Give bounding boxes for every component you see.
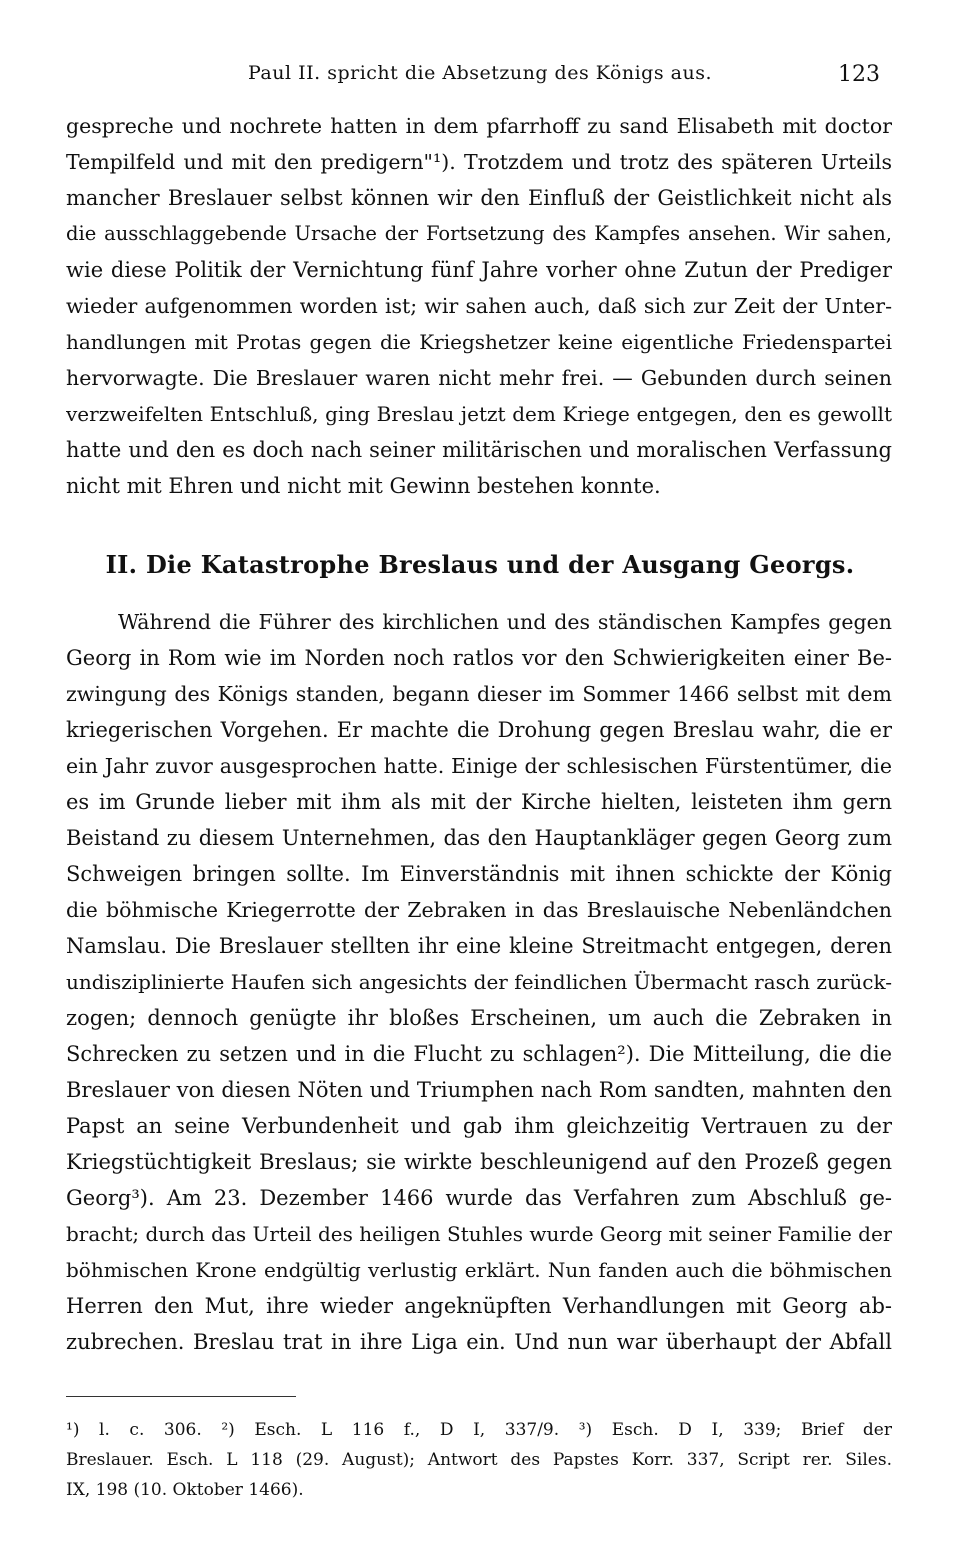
text-line: die ausschlaggebende Ursache der Fortsetzung des Kampfes ansehen. Wir sahen,	[66, 222, 892, 245]
text-line: ein Jahr zuvor ausgesprochen hatte. Einige der schlesischen Fürstentümer, die	[66, 754, 892, 778]
footnote-line: IX, 198 (10. Oktober 1466).	[66, 1480, 304, 1500]
text-line: undisziplinierte Haufen sich angesichts der feindlichen Übermacht rasch zurück-	[66, 970, 892, 994]
text-line: hatte und den es doch nach seiner militärischen und moralischen Verfassung	[66, 438, 892, 462]
paragraph-continuation	[66, 108, 892, 504]
footnote-line: Breslauer. Esch. L 118 (29. August); Antwort des Papstes Korr. 337, Script rer. Siles.	[66, 1450, 892, 1470]
text-line: verzweifelten Entschluß, ging Breslau jetzt dem Kriege entgegen, den es gewollt	[66, 402, 892, 426]
footnote-line: ¹) l. c. 306. ²) Esch. L 116 f., D I, 337/9. ³) Esch. D I, 339; Brief der	[66, 1420, 892, 1440]
text-line: Herren den Mut, ihre wieder angeknüpften Verhandlungen mit Georg ab-	[66, 1294, 892, 1318]
text-line: Georg in Rom wie im Norden noch ratlos vor den Schwierigkeiten einer Be-	[66, 646, 892, 670]
section-heading: II. Die Katastrophe Breslaus und der Ausgang Georgs.	[105, 550, 855, 579]
text-line: zwingung des Königs standen, begann dieser im Sommer 1466 selbst mit dem	[66, 682, 892, 706]
text-line: kriegerischen Vorgehen. Er machte die Drohung gegen Breslau wahr, die er	[66, 718, 892, 742]
text-line: die böhmische Kriegerrotte der Zebraken in das Breslauische Nebenländchen	[66, 898, 892, 922]
text-line: Namslau. Die Breslauer stellten ihr eine kleine Streitmacht entgegen, deren	[66, 934, 892, 958]
text-line: nicht mit Ehren und nicht mit Gewinn bestehen konnte.	[66, 474, 661, 498]
paragraph	[66, 604, 892, 1360]
text-line: wieder aufgenommen worden ist; wir sahen auch, daß sich zur Zeit der Unter-	[66, 294, 892, 318]
text-line: Kriegstüchtigkeit Breslaus; sie wirkte beschleunigend auf den Prozeß gegen	[66, 1150, 892, 1174]
text-line: Tempilfeld und mit den predigern"¹). Trotzdem und trotz des späteren Urteils	[66, 150, 892, 174]
text-line: handlungen mit Protas gegen die Kriegshetzer keine eigentliche Friedenspartei	[66, 330, 892, 354]
text-line: böhmischen Krone endgültig verlustig erklärt. Nun fanden auch die böhmischen	[66, 1258, 892, 1282]
footnote-divider	[66, 1396, 296, 1397]
text-line: Papst an seine Verbundenheit und gab ihm gleichzeitig Vertrauen zu der	[66, 1114, 892, 1138]
text-line: Schrecken zu setzen und in die Flucht zu schlagen²). Die Mitteilung, die die	[66, 1042, 892, 1066]
text-line: bracht; durch das Urteil des heiligen Stuhles wurde Georg mit seiner Familie der	[66, 1222, 892, 1246]
text-line: gespreche und nochrete hatten in dem pfarrhoff zu sand Elisabeth mit doctor	[66, 114, 892, 138]
page-number: 123	[838, 62, 880, 87]
footnotes	[66, 1415, 892, 1505]
text-line: zogen; dennoch genügte ihr bloßes Erscheinen, um auch die Zebraken in	[66, 1006, 892, 1030]
text-line: Georg³). Am 23. Dezember 1466 wurde das Verfahren zum Abschluß ge-	[66, 1186, 892, 1210]
text-line: Beistand zu diesem Unternehmen, das den Hauptankläger gegen Georg zum	[66, 826, 892, 850]
text-line: Schweigen bringen sollte. Im Einverständnis mit ihnen schickte der König	[66, 862, 892, 886]
text-line: Breslauer von diesen Nöten und Triumphen nach Rom sandten, mahnten den	[66, 1078, 892, 1102]
text-line: zubrechen. Breslau trat in ihre Liga ein. Und nun war überhaupt der Abfall	[66, 1330, 892, 1354]
text-line: es im Grunde lieber mit ihm als mit der Kirche hielten, leisteten ihm gern	[66, 790, 892, 814]
running-title: Paul II. spricht die Absetzung des Königs aus.	[248, 62, 712, 84]
text-line: wie diese Politik der Vernichtung fünf Jahre vorher ohne Zutun der Prediger	[66, 258, 892, 282]
running-head	[80, 62, 880, 92]
text-line: Während die Führer des kirchlichen und des ständischen Kampfes gegen	[118, 610, 892, 634]
text-line: mancher Breslauer selbst können wir den Einfluß der Geistlichkeit nicht als	[66, 186, 892, 210]
text-line: hervorwagte. Die Breslauer waren nicht mehr frei. — Gebunden durch seinen	[66, 366, 892, 390]
